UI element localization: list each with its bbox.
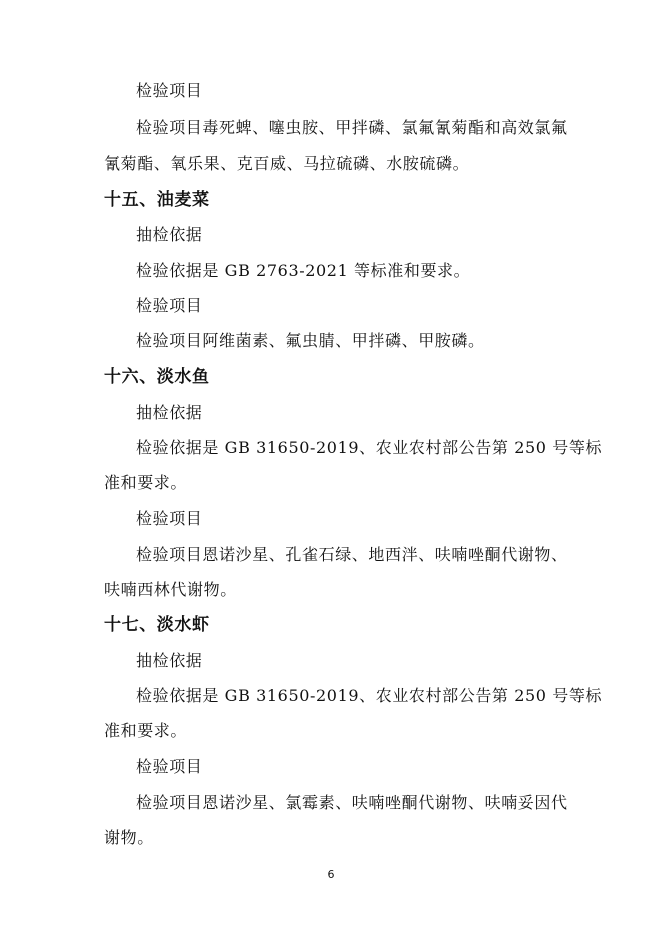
- subheading-inspection-items: 检验项目: [136, 81, 203, 100]
- paragraph-line: 检验依据是 GB 2763-2021 等标准和要求。: [136, 261, 471, 280]
- subheading-inspection-items: 检验项目: [136, 757, 203, 776]
- paragraph-line: 呋喃西林代谢物。: [104, 580, 237, 599]
- subheading-inspection-items: 检验项目: [136, 509, 203, 528]
- subheading-sampling-basis: 抽检依据: [136, 403, 203, 422]
- subheading-sampling-basis: 抽检依据: [136, 225, 203, 244]
- subheading-inspection-items: 检验项目: [136, 296, 203, 315]
- section-heading-17: 十七、淡水虾: [104, 615, 210, 635]
- paragraph-line: 检验项目毒死蜱、噻虫胺、甲拌磷、氯氟氰菊酯和高效氯氟: [136, 118, 568, 137]
- paragraph-line: 检验项目恩诺沙星、孔雀石绿、地西泮、呋喃唑酮代谢物、: [136, 545, 568, 564]
- page-number: 6: [327, 868, 335, 881]
- paragraph-line: 谢物。: [104, 828, 154, 847]
- paragraph-line: 检验项目恩诺沙星、氯霉素、呋喃唑酮代谢物、呋喃妥因代: [136, 793, 568, 812]
- section-heading-16: 十六、淡水鱼: [104, 367, 210, 387]
- paragraph-line: 准和要求。: [104, 473, 188, 492]
- paragraph-line: 检验项目阿维菌素、氟虫腈、甲拌磷、甲胺磷。: [136, 331, 485, 350]
- paragraph-line: 氰菊酯、氧乐果、克百威、马拉硫磷、水胺硫磷。: [104, 154, 470, 173]
- subheading-sampling-basis: 抽检依据: [136, 651, 203, 670]
- paragraph-line: 检验依据是 GB 31650-2019、农业农村部公告第 250 号等标: [136, 438, 603, 457]
- section-heading-15: 十五、油麦菜: [104, 190, 210, 210]
- paragraph-line: 检验依据是 GB 31650-2019、农业农村部公告第 250 号等标: [136, 686, 603, 705]
- paragraph-line: 准和要求。: [104, 721, 188, 740]
